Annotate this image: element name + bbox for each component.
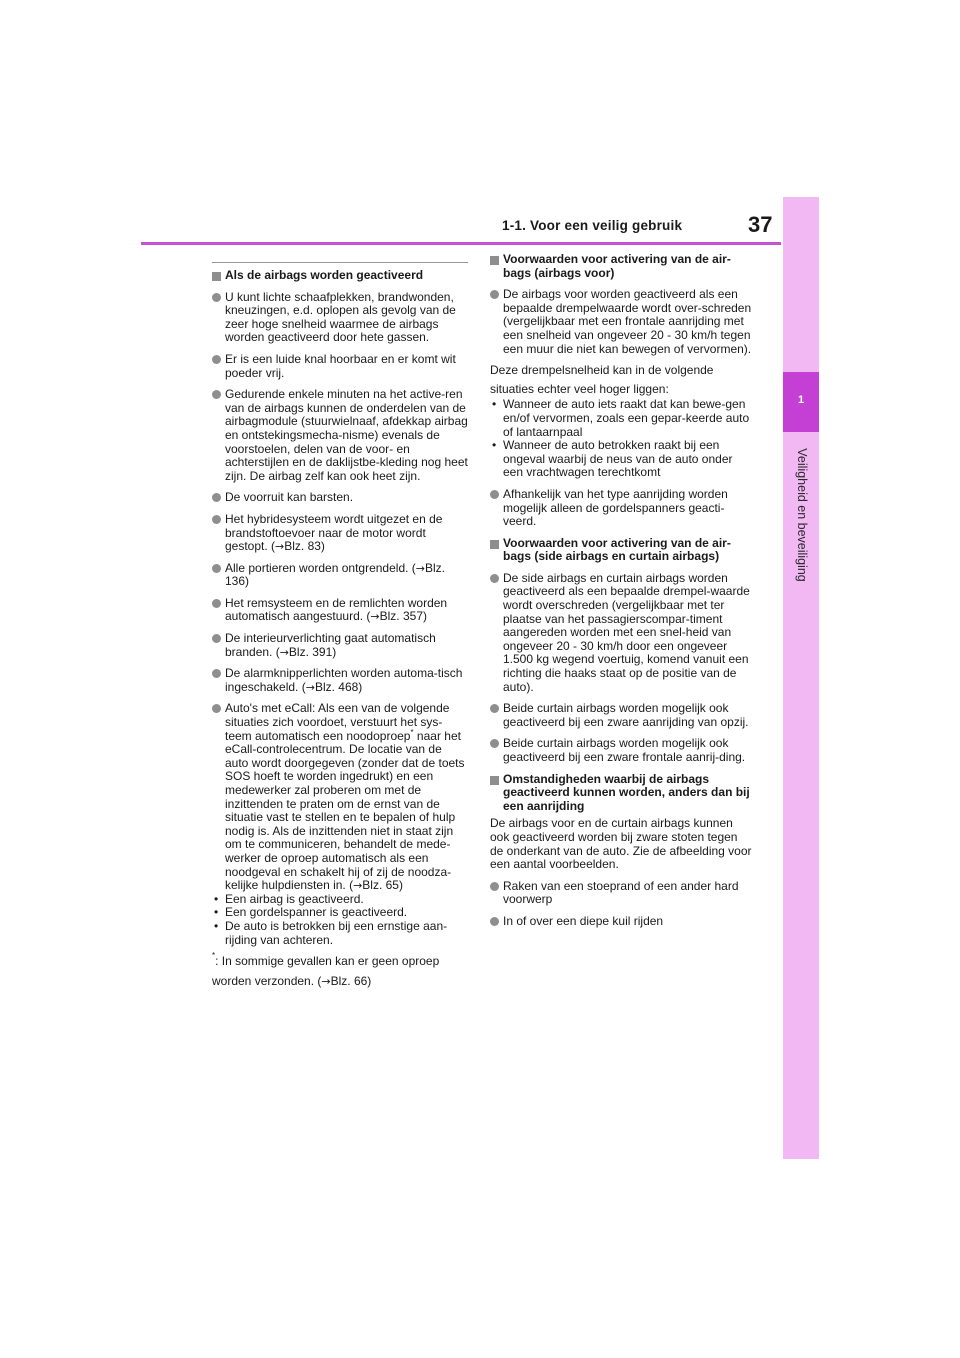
bullet-item: U kunt lichte schaafplekken, brandwonden, kneuzingen, e.d. oplopen als gevolg van de zeer hoge snelheid waarmee de airbags worden geactiveerd door hete gassen. [212, 291, 468, 345]
page-reference-link[interactable]: Blz. 357) [379, 609, 427, 624]
arrow-icon: → [370, 610, 380, 624]
bullet-text: De alarmknipperlichten worden automa-tisch ingeschakeld. ( [225, 666, 463, 694]
bullet-text: Het remsysteem en de remlichten worden automatisch aangestuurd. ( [225, 595, 448, 624]
section-title: 1-1. Voor een veilig gebruik [502, 218, 683, 233]
bullet-text: Het hybridesysteem wordt uitgezet en de brandstoftoevoer naar de motor wordt gestopt. ( [225, 511, 443, 554]
section-heading: Omstandigheden waarbij de airbags geactiveerd kunnen worden, anders dan bij een aanrijding [490, 773, 752, 814]
paragraph: situaties echter veel hoger liggen: [490, 381, 669, 396]
page-reference-link[interactable]: Blz. 66) [330, 974, 372, 989]
paragraph: De airbags voor en de curtain airbags kunnen ook geactiveerd worden bij zware stoten tegen de onderkant van de auto. Zie de afbeelding voor een aantal voorbeelden. [490, 816, 752, 872]
bullet-item: Afhankelijk van het type aanrijding worden mogelijk alleen de gordelspanners geacti-veerd. [490, 488, 752, 529]
sub-item: • Wanneer de auto betrokken raakt bij een ongeval waarbij de neus van de auto onder een vrachtwagen terechtkomt [490, 439, 752, 480]
arrow-icon: → [279, 645, 289, 659]
footnote-marker: * [212, 951, 216, 961]
sub-item: • Wanneer de auto iets raakt dat kan bewe-gen en/of vervormen, zoals een gepar-keerde auto of lantaarnpaal [490, 398, 752, 439]
bullet-item: Beide curtain airbags worden mogelijk ook geactiveerd bij een zware aanrijding van opzij. [490, 702, 752, 729]
section-heading: Als de airbags worden geactiveerd [212, 269, 468, 283]
page-reference-link[interactable]: Blz. 83) [284, 539, 325, 554]
bullet-item [212, 667, 468, 694]
arrow-icon: → [305, 680, 315, 694]
bullet-item: Er is een luide knal hoorbaar en er komt wit poeder vrij. [212, 353, 468, 380]
footnote-text: : In sommige gevallen kan er geen oproep worden verzonden. ( [212, 954, 440, 989]
page-reference-link[interactable]: Blz. 391) [288, 644, 337, 659]
bullet-text: Auto's met eCall: Als een van de volgende situaties zich voordoet, verstuurt het sys-teem automatisch een noodoproep [225, 701, 450, 743]
right-column [490, 253, 752, 937]
page-reference-link[interactable]: Blz. 136) [225, 560, 446, 589]
arrow-icon: → [321, 975, 331, 989]
page-number: 37 [748, 212, 773, 237]
bullet-item [212, 562, 468, 589]
bullet-item: De side airbags en curtain airbags worden geactiveerd als een bepaalde drempel-waarde wordt overschreden (vergelijkbaar met ter plaatse van het passagierscompar-timent aangereden worden met een snel-heid van ongeveer 20 - 30 km/h door een ongeveer 1.500 kg wegend voertuig, komend vanuit een richting die haaks staat op de positie van de auto). [490, 572, 752, 694]
arrow-icon: → [275, 540, 285, 554]
page-reference-link[interactable]: Blz. 65) [362, 878, 403, 893]
section-heading: Voorwaarden voor activering van de air-bags (airbags voor) [490, 253, 752, 280]
chapter-number: 1 [797, 394, 805, 406]
arrow-icon: → [353, 879, 363, 893]
arrow-icon: → [415, 561, 425, 575]
paragraph: Deze drempelsnelheid kan in de volgende [490, 363, 714, 378]
sub-item: • Een airbag is geactiveerd. [212, 893, 468, 907]
bullet-item [212, 597, 468, 624]
bullet-item: De voorruit kan barsten. [212, 491, 468, 505]
bullet-item: Raken van een stoeprand of een ander hard voorwerp [490, 880, 752, 907]
bullet-text: naar het eCall-controlecentrum. De locatie van de auto wordt doorgegeven (zonder dat de toets SOS hoeft te worden ingedrukt) en een medewerker zal proberen om met de inzittenden te praten om de ernst van de situatie vast te stellen en te bepalen of hulp nodig is. Als de inzittenden niet in staat zijn om te communiceren, behandelt de mede-werker de oproep automatisch als een noodgeval en schakelt hij of zij de noodza-kelijke hulpdiensten in. ( [225, 728, 465, 893]
bullet-item-ecall [212, 702, 468, 892]
bullet-item [212, 632, 468, 659]
column-divider [212, 262, 468, 263]
bullet-item [212, 513, 468, 554]
left-column [212, 262, 468, 992]
sub-item: • Een gordelspanner is geactiveerd. [212, 906, 468, 920]
bullet-text: Alle portieren worden ontgrendeld. ( [225, 560, 416, 575]
sub-list [212, 893, 468, 947]
sub-list [490, 398, 752, 480]
header-divider [141, 242, 781, 245]
bullet-item: Gedurende enkele minuten na het active-ren van de airbags kunnen de onderdelen van de airbagmodule (stuurwielnaaf, afdekkap airbag en ontstekingsmecha-nisme) evenals de voorstoelen, delen van de voor- en achterstijlen en de daklijstbe-kleding nog heet zijn. De airbag zelf kan ook heet zijn. [212, 388, 468, 483]
footnote-marker: * [410, 727, 414, 737]
bullet-item: Beide curtain airbags worden mogelijk ook geactiveerd bij een zware frontale aanrij-ding. [490, 737, 752, 764]
section-heading: Voorwaarden voor activering van de air-bags (side airbags en curtain airbags) [490, 537, 752, 564]
footnote [212, 951, 468, 992]
bullet-item: In of over een diepe kuil rijden [490, 915, 752, 929]
bullet-item: De airbags voor worden geactiveerd als een bepaalde drempelwaarde wordt over-schreden (vergelijkbaar met een frontale aanrijding met een snelheid van ongeveer 20 - 30 km/h tegen een muur die niet kan bewegen of vervormen). [490, 288, 752, 356]
sub-item: • De auto is betrokken bij een ernstige aan-rijding van achteren. [212, 920, 468, 947]
bullet-text: De interieurverlichting gaat automatisch branden. ( [225, 631, 436, 659]
page-reference-link[interactable]: Blz. 468) [314, 679, 363, 694]
chapter-tab-strip [783, 197, 819, 1159]
chapter-label: Veiligheid en beveiliging [795, 448, 809, 582]
